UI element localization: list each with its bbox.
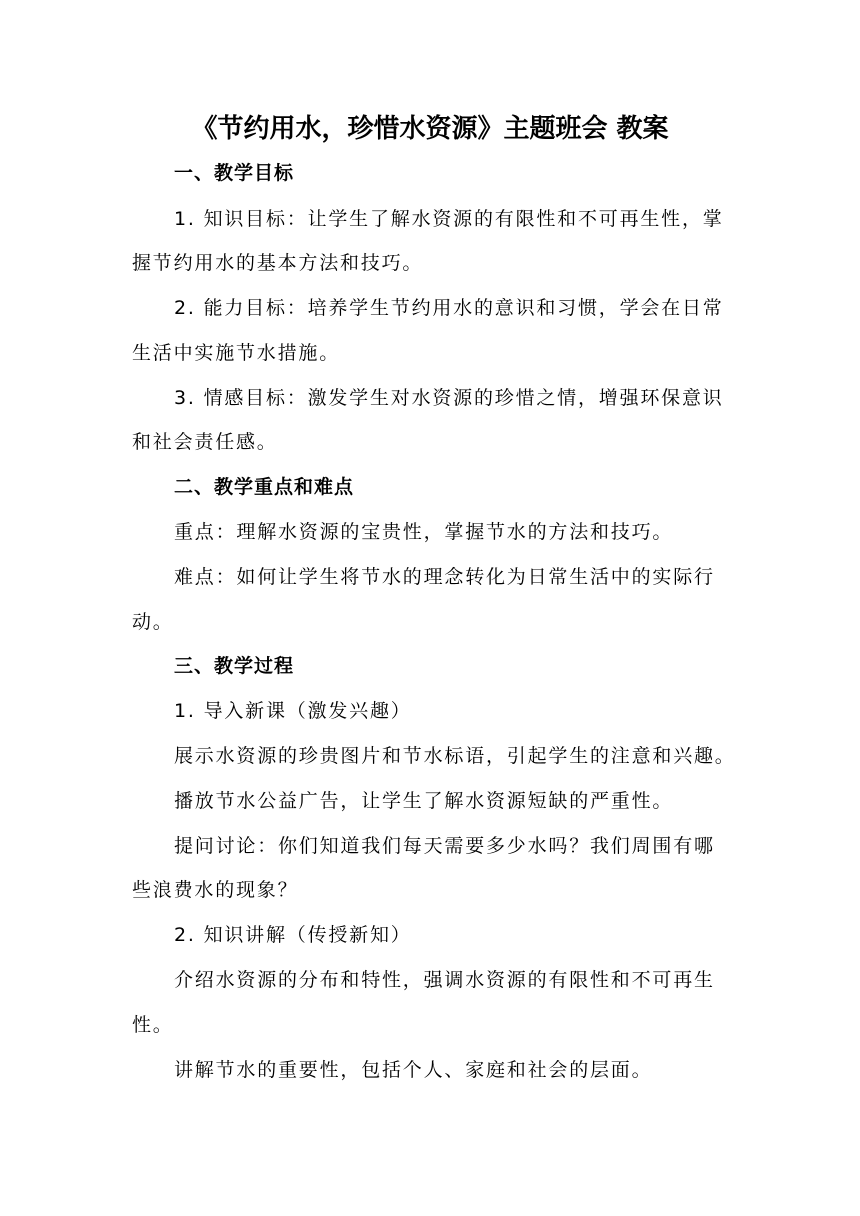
paragraph-knowledge-importance: 讲解节水的重要性，包括个人、家庭和社会的层面。 <box>174 1059 653 1081</box>
step-heading-knowledge: 2. 知识讲解（传授新知） <box>174 924 412 946</box>
paragraph-difficulty: 难点：如何让学生将节水的理念转化为日常生活中的实际行 <box>174 566 715 588</box>
paragraph-goal-ability: 2. 能力目标：培养学生节约用水的意识和习惯，学会在日常 <box>174 297 724 319</box>
paragraph-goal-emotion-cont: 和社会责任感。 <box>132 431 278 453</box>
paragraph-difficulty-cont: 动。 <box>132 611 174 633</box>
paragraph-knowledge-distribution: 介绍水资源的分布和特性，强调水资源的有限性和不可再生 <box>174 969 715 991</box>
paragraph-intro-discussion-cont: 些浪费水的现象？ <box>132 879 299 901</box>
section-heading-objectives: 一、教学目标 <box>174 162 295 184</box>
paragraph-knowledge-distribution-cont: 性。 <box>132 1014 174 1036</box>
section-heading-key-points: 二、教学重点和难点 <box>174 476 355 498</box>
paragraph-intro-discussion: 提问讨论：你们知道我们每天需要多少水吗？我们周围有哪 <box>174 835 715 857</box>
paragraph-goal-emotion: 3. 情感目标：激发学生对水资源的珍惜之情，增强环保意识 <box>174 387 724 409</box>
paragraph-key-point: 重点：理解水资源的宝贵性，掌握节水的方法和技巧。 <box>174 521 674 543</box>
paragraph-goal-knowledge-cont: 握节约用水的基本方法和技巧。 <box>132 252 424 274</box>
paragraph-goal-ability-cont: 生活中实施节水措施。 <box>132 342 341 364</box>
section-heading-process: 三、教学过程 <box>174 655 295 677</box>
paragraph-goal-knowledge: 1. 知识目标：让学生了解水资源的有限性和不可再生性，掌 <box>174 208 724 230</box>
document-title: 《节约用水，珍惜水资源》主题班会 教案 <box>191 114 669 144</box>
step-heading-intro: 1. 导入新课（激发兴趣） <box>174 700 412 722</box>
paragraph-intro-show: 展示水资源的珍贵图片和节水标语，引起学生的注意和兴趣。 <box>174 745 736 767</box>
paragraph-intro-video: 播放节水公益广告，让学生了解水资源短缺的严重性。 <box>174 790 674 812</box>
